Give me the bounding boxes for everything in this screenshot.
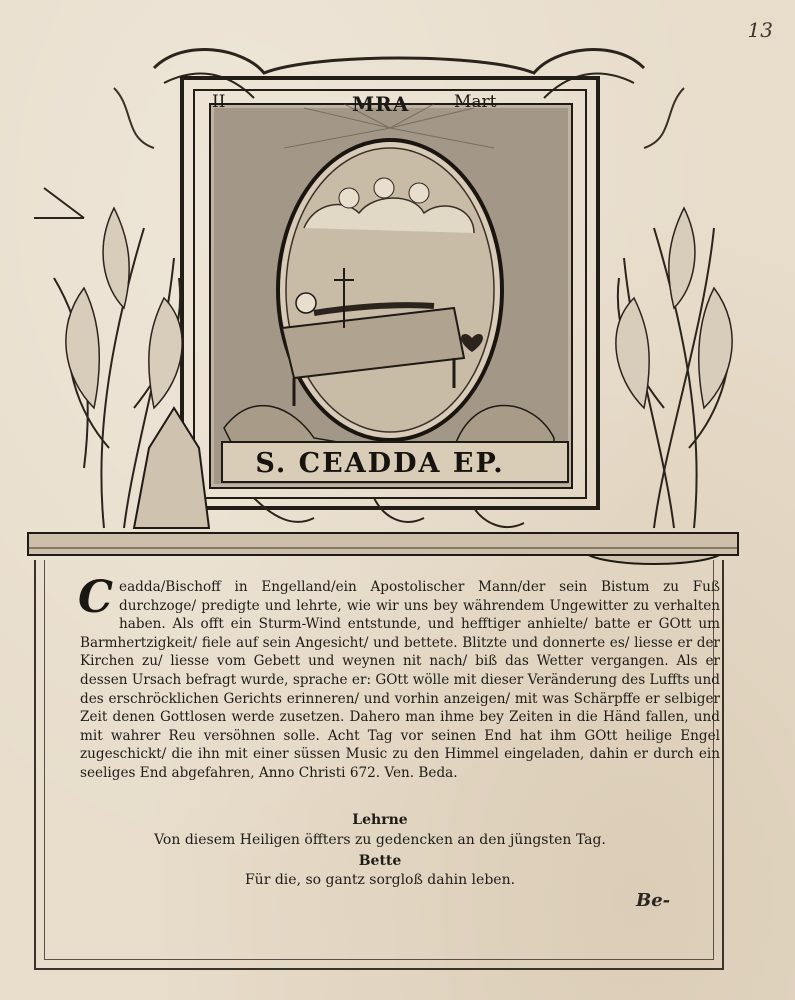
catchword: Be- <box>636 890 671 911</box>
prayer-heading: Bette <box>358 853 402 869</box>
saint-name-caption: S. CEADDA EP. <box>255 448 505 479</box>
plate-monogram: MRA <box>352 92 410 116</box>
plate-left-label: II <box>212 92 226 112</box>
page-number: 13 <box>747 18 773 42</box>
prayer-text: Für die, so gantz sorgloß dahin leben. <box>244 872 516 888</box>
drop-cap: C <box>78 572 114 623</box>
lesson-heading: Lehrne <box>352 812 408 828</box>
plate-right-label: Mart <box>454 92 497 112</box>
biography-text: eadda/Bischoff in Engelland/ein Apostolischer Mann/der sein Bistum zu Fuß durchzoge/ predigte und lehrte, wie wir uns bey währendem Ungewitter zu verhalten haben. Als offt ein Sturm-Wind entstunde, und hefftiger anhielte/ batte er GOtt um Barmhertzigkeit/ fiele auf sein Angesicht/ und bettete. Blitzte und donnerte es/ liesse er der Kirchen zu/ liesse vom Gebett und weynen nit nach/ biß das Wetter vergangen. Als er dessen Ursach befragt wurde, sprache er: GOtt wölle mit dieser Veränderung des Luffts und des erschröcklichen Gerichts erinneren/ und vorhin anzeigen/ mit was Schärpffe er selbiger Zeit denen Gottlosen werde zusetzen. Dahero man ihme bey Zeiten in die Händ fallen, und mit wahrer Reu versöhnen solle. Acht Tag vor seinen End hat ihm GOtt heilige Engel zugeschickt/ die ihn mit einer süssen Music zu den Himmel eingeladen, dahin er durch ein seeliges End abgefahren, Anno Christi 672. Ven. Beda. <box>80 579 720 781</box>
biography-paragraph <box>78 572 720 783</box>
lesson-text: Von diesem Heiligen öffters zu gedencken an den jüngsten Tag. <box>154 832 606 848</box>
